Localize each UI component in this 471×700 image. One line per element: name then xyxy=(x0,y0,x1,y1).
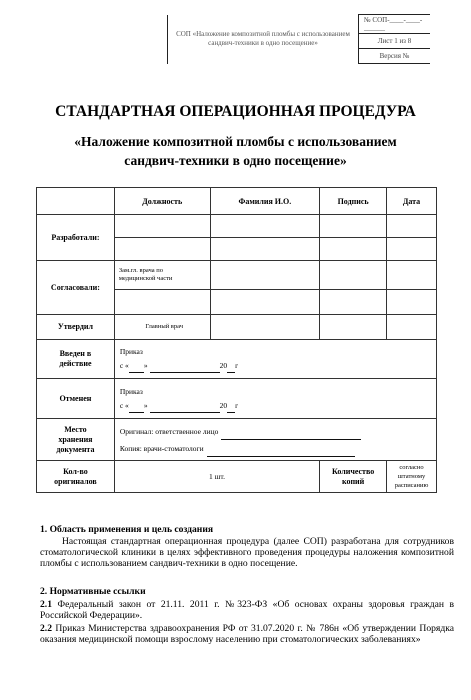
header-version: Версия № xyxy=(359,49,431,64)
cell xyxy=(387,261,437,290)
page-title: СТАНДАРТНАЯ ОПЕРАЦИОННАЯ ПРОЦЕДУРА xyxy=(55,103,416,120)
copies-count-line-2: копий xyxy=(341,476,365,486)
storage-line-1: Место xyxy=(64,424,87,434)
section-2-2 xyxy=(40,623,454,645)
cell xyxy=(320,238,387,261)
col-header-date: Дата xyxy=(387,188,437,215)
row-label-agreed: Согласовали: xyxy=(37,261,115,315)
header-doc-name: СОП «Наложение композитной пломбы с использованием сандвич-техники в одно посещение» xyxy=(168,15,359,64)
row-label-developed: Разработали: xyxy=(37,215,115,261)
section-1-text: Настоящая стандартная операционная процедура (далее СОП) разработана для сотрудников стоматологической клиники в целях эффективного проведения процедуры наложения композитной пломбы с использованием сандвич-техники в одно посещение. xyxy=(40,536,454,570)
introduced-order-label: Приказ xyxy=(119,347,143,356)
date-suffix: г xyxy=(235,400,239,410)
col-header-name: Фамилия И.О. xyxy=(210,188,320,215)
cell xyxy=(114,290,210,315)
section-2-1-number: 2.1 xyxy=(40,599,52,610)
subtitle-line-1: «Наложение композитной пломбы с использованием xyxy=(74,134,397,149)
date-prefix: с « xyxy=(119,361,129,370)
row-label-introduced xyxy=(37,340,115,379)
section-2-1 xyxy=(40,599,454,621)
cell xyxy=(210,315,320,340)
date-year: 20 xyxy=(219,400,228,410)
cell xyxy=(320,215,387,238)
cell xyxy=(320,315,387,340)
approval-table xyxy=(36,187,437,493)
agreed-position-line-1: Зам.гл. врача по xyxy=(118,267,164,274)
col-header-position: Должность xyxy=(114,188,210,215)
introduced-line-1: Введен в xyxy=(59,349,92,358)
row-label-storage xyxy=(37,419,115,461)
copies-count-line-1: Количество xyxy=(331,466,375,476)
copies-value-line-2: расписанию xyxy=(394,482,429,489)
date-mid: » xyxy=(143,361,148,370)
section-2-heading: 2. Нормативные ссылки xyxy=(40,586,146,597)
cell xyxy=(387,238,437,261)
date-prefix: с « xyxy=(119,400,129,410)
cell xyxy=(210,238,320,261)
cancelled-date-line xyxy=(120,399,436,413)
cell xyxy=(114,215,210,238)
header-sheet: Лист 1 из 8 xyxy=(359,34,431,49)
original-line xyxy=(120,423,436,440)
originals-count-line-1: Кол-во xyxy=(63,466,88,476)
cancelled-order xyxy=(114,379,436,419)
copy-line xyxy=(120,440,436,457)
originals-count-line-2: оригиналов xyxy=(54,476,97,486)
cancelled-order-label: Приказ xyxy=(119,386,143,396)
row-label-approved: Утвердил xyxy=(37,315,115,340)
storage-line-2: хранения xyxy=(58,434,93,444)
subtitle-line-2: сандвич-техники в одно посещение» xyxy=(124,153,347,168)
table-corner-cell xyxy=(37,188,115,215)
cell xyxy=(210,261,320,290)
copies-count-label xyxy=(320,461,387,493)
cell xyxy=(387,315,437,340)
section-2-2-text: Приказ Министерства здравоохранения РФ от 31.07.2020 г. № 786н «Об утверждении Порядка оказания медицинской помощи взрослому населению при стоматологических заболеваниях» xyxy=(40,623,454,646)
agreed-position-line-2: медицинской части xyxy=(118,275,173,282)
storage-line-3: документа xyxy=(56,444,95,454)
cell xyxy=(210,290,320,315)
cell xyxy=(320,290,387,315)
section-1-heading: 1. Область применения и цель создания xyxy=(40,524,214,535)
document-header xyxy=(40,14,430,64)
header-number: № СОП-____-____-______ xyxy=(359,15,431,34)
date-suffix: г xyxy=(235,361,239,370)
copies-value-line-1: согласно штатному xyxy=(397,464,426,480)
date-mid: » xyxy=(143,400,148,410)
introduced-line-2: действие xyxy=(59,359,92,368)
introduced-order xyxy=(114,340,436,379)
cell xyxy=(320,261,387,290)
row-label-cancelled: Отменен xyxy=(37,379,115,419)
cell xyxy=(210,215,320,238)
copies-count-value xyxy=(387,461,437,493)
originals-count-value: 1 шт. xyxy=(114,461,319,493)
original-label: Оригинал: ответственное лицо xyxy=(119,426,219,436)
agreed-position xyxy=(114,261,210,290)
row-label-originals-count xyxy=(37,461,115,493)
date-year: 20 xyxy=(219,361,228,370)
section-2-2-number: 2.2 xyxy=(40,623,52,634)
copy-label: Копия: врачи-стоматологи xyxy=(119,443,204,453)
cell xyxy=(387,290,437,315)
col-header-signature: Подпись xyxy=(320,188,387,215)
cell xyxy=(114,238,210,261)
introduced-date-line xyxy=(120,359,436,373)
cell xyxy=(387,215,437,238)
section-2-1-text: Федеральный закон от 21.11. 2011 г. №323-ФЗ «Об основах охраны здоровья граждан в Российской Федерации». xyxy=(40,599,454,622)
storage-details xyxy=(114,419,436,461)
approved-position: Главный врач xyxy=(114,315,210,340)
logo-area xyxy=(40,15,168,64)
